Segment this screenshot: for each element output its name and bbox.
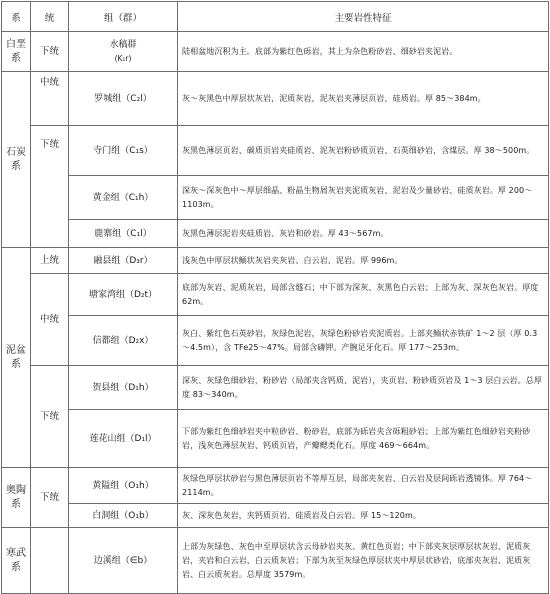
table-row <box>2 410 549 468</box>
formation-code: (K₁r) <box>114 53 132 63</box>
table-row <box>2 366 549 410</box>
system-label: 寒武系 <box>6 547 26 573</box>
system-label: 泥盆系 <box>6 344 26 370</box>
system-cell <box>2 528 31 594</box>
system-label: 白垩系 <box>6 38 26 64</box>
series-cell <box>31 72 69 126</box>
formation-cell: 寺门组（C₁s） <box>69 126 178 176</box>
system-cell <box>2 72 31 248</box>
system-cell <box>2 468 31 528</box>
lithology-cell: 浅灰色中厚层状鲕状灰岩夹灰岩、白云岩、泥岩。厚 996m。 <box>178 248 549 274</box>
table-row <box>2 248 549 274</box>
table-row <box>2 176 549 220</box>
lithology-cell: 陆相盆地沉积为主。底部为紫红色砾岩，其上为杂色粉砂岩、细砂岩夹泥岩。 <box>178 32 549 72</box>
table-row <box>2 468 549 504</box>
formation-cell: 黄金组（C₁h） <box>69 176 178 220</box>
series-label: 中统 <box>39 77 59 88</box>
lithology-cell: 灰～灰黑色中厚层状灰岩，泥质灰岩，泥灰岩夹薄层页岩，硅质岩。厚 85～384m。 <box>178 72 549 126</box>
header-desc: 主要岩性特征 <box>178 2 549 32</box>
header-xi: 系 <box>2 2 31 32</box>
formation-cell: 信都组（D₂x） <box>69 316 178 366</box>
lithology-cell: 下部为紫红色细砂岩夹中粒砂岩、粉砂岩，底部为砾岩夹含砾粗砂岩；上部为紫红色细砂岩夹粉砂岩，浅灰色薄层灰岩、钙质页岩，产瓣鳃类化石。厚度 469～664m。 <box>178 410 549 468</box>
system-label: 石炭系 <box>6 146 26 172</box>
table-row <box>2 528 549 594</box>
lithology-cell: 上部为灰绿色、灰色中至厚层状含云母砂岩夹灰、黄红色页岩；中下部夹灰层厚层状灰岩、泥质灰岩，夹岩和白云岩、白云质灰岩；下部为灰至灰绿色厚层状夹中厚层状砂岩，底部夹灰岩、泥质灰岩、白云质灰岩。总厚度 3579m。 <box>178 528 549 594</box>
table-row <box>2 220 549 248</box>
lithology-cell: 灰白、紫红色石英砂岩，灰绿色泥岩，灰绿色粉砂岩夹泥质岩。上部夹鲕状赤铁矿 1～2 层（厚 0.3～4.5m），含 TFe25～47%。局部含磷钾。产腕足牙化石。厚 177～253m。 <box>178 316 549 366</box>
header-row <box>2 2 549 32</box>
formation-cell: 边溪组（∈b） <box>69 528 178 594</box>
series-cell: 中统 <box>31 274 69 366</box>
table-row <box>2 32 549 72</box>
lithology-cell: 灰黑色薄层泥岩夹硅质岩、灰岩和砂岩。厚 43～567m。 <box>178 220 549 248</box>
table-row <box>2 72 549 126</box>
series-cell: 上统 <box>31 248 69 274</box>
series-cell: 下统 <box>31 32 69 72</box>
formation-cell: 白洞组（O₁b） <box>69 504 178 528</box>
formation-cell: 莲花山组（D₁l） <box>69 410 178 468</box>
table-row <box>2 504 549 528</box>
system-label: 奥陶系 <box>6 484 26 510</box>
series-cell: 下统 <box>31 366 69 468</box>
formation-cell: 黄隘组（O₁h） <box>69 468 178 504</box>
table-row <box>2 316 549 366</box>
formation-cell: 融县组（D₃r） <box>69 248 178 274</box>
formation-cell <box>69 32 178 72</box>
table-row <box>2 274 549 316</box>
table-row <box>2 126 549 176</box>
header-zu: 组（群） <box>69 2 178 32</box>
formation-cell: 罗城组（C₂l） <box>69 72 178 126</box>
strata-table <box>1 1 549 594</box>
lithology-cell: 深灰～深灰色中～厚层细晶、粉晶生物屑灰岩夹泥质灰岩、泥岩及少量砂岩、硅质灰岩。厚 200～1103m。 <box>178 176 549 220</box>
lithology-cell: 灰黑色薄层页岩、碳质页岩夹硅质岩、泥灰岩粉砂质页岩、石英细砂岩，含煤层。厚 38～500m。 <box>178 126 549 176</box>
series-cell <box>31 528 69 594</box>
header-tong: 统 <box>31 2 69 32</box>
formation-cell: 塘家湾组（D₂t） <box>69 274 178 316</box>
system-cell <box>2 32 31 72</box>
lithology-cell: 底部为灰岩、泥质灰岩，局部含燧石；中下部为深灰、灰黑色白云岩；上部为灰、深灰色灰岩。厚度 62m。 <box>178 274 549 316</box>
lithology-cell: 灰绿色厚层状砂岩与黑色薄层页岩不等厚互层，局部夹灰岩、白云岩及层间砾岩透镜体。厚 764～2114m。 <box>178 468 549 504</box>
lithology-cell: 深灰、灰绿色细砂岩，粉砂岩（局部夹含钙质、泥岩），夹页岩、粉砂质页岩及 1～3 层白云岩。总厚度 83～340m。 <box>178 366 549 410</box>
series-cell: 下统 <box>31 468 69 528</box>
formation-cell: 贺县组（D₁h） <box>69 366 178 410</box>
series-cell <box>31 126 69 248</box>
formation-cell: 鹿寨组（C₁l） <box>69 220 178 248</box>
formation-name: 水稿群 <box>109 39 137 50</box>
lithology-cell: 灰、深灰色灰岩，夹钙质页岩、硅质岩及白云岩。厚 15～120m。 <box>178 504 549 528</box>
series-label: 下统 <box>39 139 59 150</box>
system-cell <box>2 248 31 468</box>
